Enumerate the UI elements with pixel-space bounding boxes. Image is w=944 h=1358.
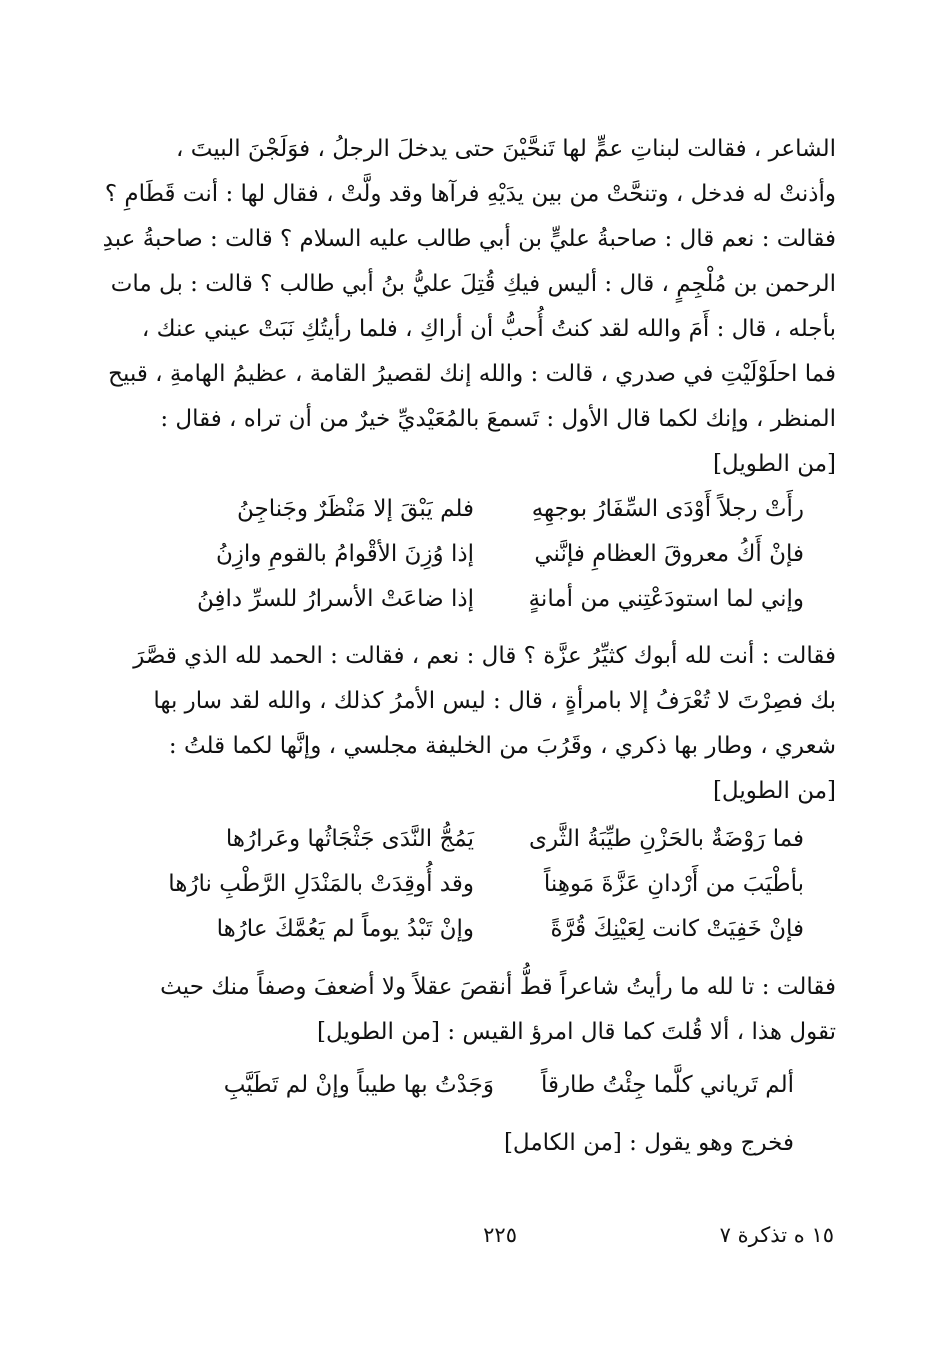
text-line: المنظر ، وإنك لكما قال الأول : تَسمعَ بالمُعَيْديِّ خيرٌ من أن تراه ، فقال : (160, 406, 836, 432)
first-hemistich: بأطْيَبَ من أَرْدانِ عَزَّةَ مَوهِناً (543, 871, 804, 897)
closing-line: فخرج وهو يقول : [من الكامل] (503, 1130, 794, 1156)
footer-signature: ١٥ ه تذكرة ٧ (719, 1223, 834, 1247)
text-line: بأجله ، قال : أَمَ والله لقد كنتُ أُحبُّ أن أراكِ ، فلما رأيتُكِ نَبَتْ عيني عنك ، (141, 316, 836, 342)
text-line: شعري ، وطار بها ذكري ، وقَرُبَ من الخليفة مجلسي ، وإنَّها لكما قلتُ : (168, 733, 836, 759)
second-hemistich: إذا ضاعَتْ الأسرارُ للسرِّ دافِنُ (196, 586, 474, 612)
first-hemistich: ألم تَرياني كلَّما جِئْتُ طارقاً (540, 1072, 794, 1098)
first-hemistich: رأَتْ رجلاً أَوْدَى السِّفَارُ بوجهِهِ (531, 496, 804, 522)
verse-line (168, 862, 804, 907)
verse-line (204, 907, 804, 952)
poem-3 (214, 1063, 794, 1108)
paragraph-2 (133, 634, 836, 814)
meter-label: [من الطويل] (712, 451, 836, 477)
text-line: فقالت : تا لله ما رأيتُ شاعراً قطُّ أنقصَ عقلاً ولا أضعفَ وصفاً منك حيث (160, 974, 836, 1000)
text-line: الشاعر ، فقالت لبناتِ عمٍّ لها تَنحَّيْنَ حتى يدخلَ الرجلُ ، فوَلَجْنَ البيتَ ، (176, 136, 836, 162)
text-line: فما احلَوْلَيْتِ في صدري ، قالت : والله إنك لقصيرُ القامة ، عظيمُ الهامةِ ، قبيح (108, 361, 836, 387)
second-hemistich: وإنْ تَبْدُ يوماً لم يَعُمَّكَ عارُها (216, 916, 474, 942)
text-line: بك فصِرْتَ لا تُعْرَفُ إلا بامرأةٍ ، قال : ليس الأمرُ كذلك ، والله لقد سار بها (153, 688, 836, 714)
first-hemistich: وإني لما استودَعْتِني من أمانةٍ (528, 586, 804, 612)
page-number: ٢٢٥ (483, 1223, 517, 1247)
text-line: فقالت : أنت لله أبوك كثيِّرُ عزَّة ؟ قال : نعم ، فقالت : الحمد لله الذي قصَّرَ (133, 643, 836, 669)
verse-line (196, 577, 804, 622)
paragraph-3 (160, 965, 836, 1055)
second-hemistich: إذا وُزِنَ الأقْوامُ بالقومِ وازِنُ (215, 541, 474, 567)
second-hemistich: يَمُجُّ النَّدَى جَثْجَاثُها وعَرارُها (225, 826, 474, 852)
meter-label: [من الطويل] (712, 778, 836, 804)
second-hemistich: وقد أُوقِدَتْ بالمَنْدَلِ الرَّطْبِ نارُها (168, 871, 474, 897)
first-hemistich: فإنْ أَكُ معروقَ العظامِ فإنَّني (534, 541, 804, 567)
closing-line-block (294, 1121, 794, 1166)
text-line: وأذنتْ له فدخل ، وتنحَّتْ من بين يدَيْهِ فرآها وقد ولَّتْ ، فقال لها : أنت قَطَامِ ؟ (104, 181, 836, 207)
text-line: تقول هذا ، ألا قُلتَ كما قال امرؤ القيس : [من الطويل] (316, 1019, 836, 1045)
second-hemistich: وَجَدْتُ بها طيباً وإنْ لم تَطَيَّبِ (223, 1072, 494, 1098)
poem-2 (168, 817, 804, 952)
verse-line (214, 1063, 794, 1108)
verse-line (204, 817, 804, 862)
text-line: فقالت : نعم قال : صاحبةُ عليٍّ بن أبي طالب عليه السلام ؟ قالت : صاحبةُ عبدِ (102, 226, 836, 252)
text-line: الرحمن بن مُلْجِمٍ ، قال : أليس فيكِ قُتِلَ عليُّ بنُ أبي طالب ؟ قالت : بل مات (110, 271, 836, 297)
second-hemistich: فلم يَبْقَ إلا مَنْظَرٌ وجَناجِنُ (236, 496, 474, 522)
poem-1 (196, 487, 804, 622)
paragraph-1 (102, 127, 836, 487)
first-hemistich: فإنْ خَفِيَتْ كانت لِعَيْنِكَ قُرَّةً (550, 916, 804, 942)
verse-line (204, 487, 804, 532)
first-hemistich: فما رَوْضَةٌ بالحَزْنِ طيِّبَةُ الثَّرى (528, 826, 804, 852)
verse-line (204, 532, 804, 577)
